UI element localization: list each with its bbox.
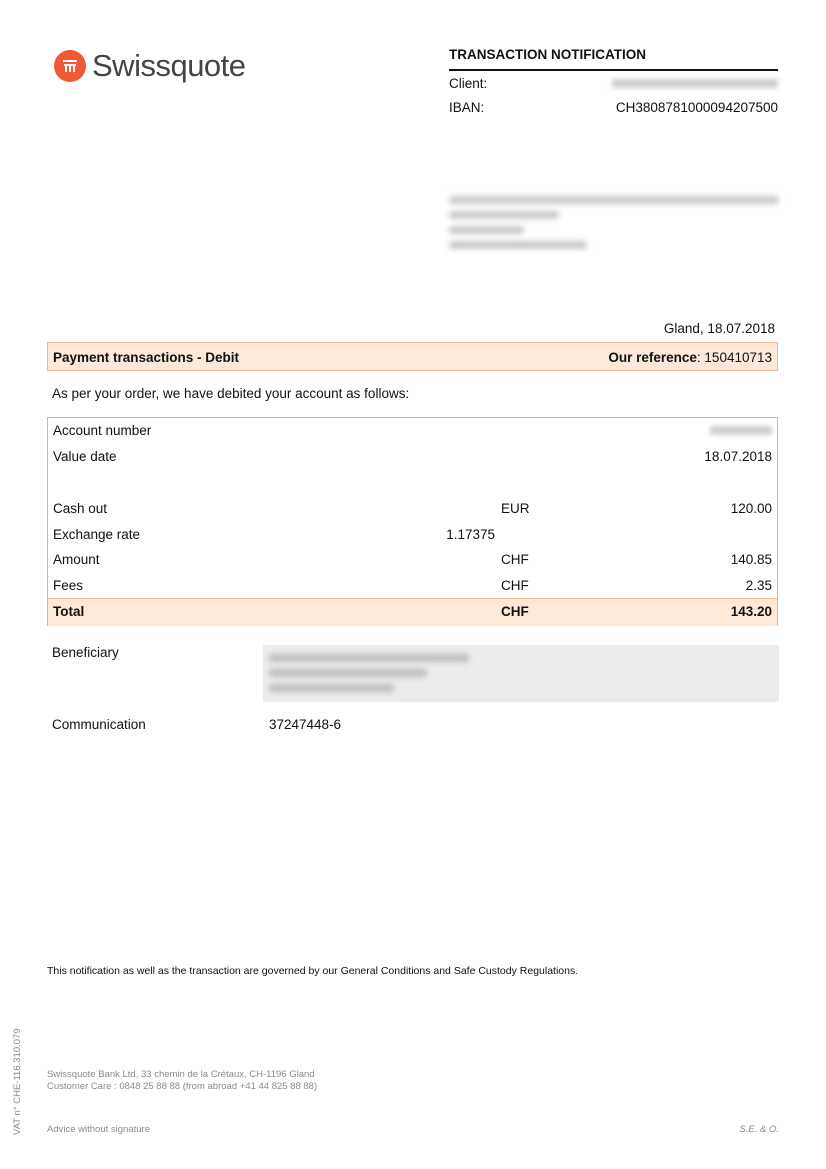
intro-text: As per your order, we have debited your account as follows:: [52, 386, 410, 401]
errors-omissions-note: S.E. & O.: [739, 1124, 779, 1135]
transaction-table: [47, 417, 778, 626]
our-reference-value: : 150410713: [696, 350, 772, 365]
total-row: [48, 598, 777, 626]
communication-value: 37247448-6: [269, 717, 342, 732]
amount-currency: CHF: [501, 552, 529, 567]
iban-label: IBAN:: [449, 100, 485, 115]
total-value: 143.20: [730, 604, 772, 619]
exchange-rate-label: Exchange rate: [53, 527, 141, 542]
iban-value: CH3808781000094207500: [615, 100, 778, 115]
communication-label: Communication: [52, 717, 146, 732]
recipient-address-redacted: [449, 196, 779, 249]
beneficiary-label: Beneficiary: [52, 645, 119, 660]
header-divider: [449, 69, 778, 71]
client-value-redacted: [612, 79, 778, 88]
logo-text: Swissquote: [92, 48, 246, 83]
cash-out-currency: EUR: [501, 501, 530, 516]
value-date-value: 18.07.2018: [704, 449, 772, 464]
payment-type-bar: [47, 342, 778, 371]
fees-value: 2.35: [745, 578, 772, 593]
amount-value: 140.85: [730, 552, 772, 567]
swissquote-logo: [54, 48, 246, 84]
swissquote-bank-icon: [54, 50, 86, 82]
advice-without-signature: Advice without signature: [47, 1124, 150, 1135]
our-reference: [608, 350, 772, 365]
cash-out-value: 120.00: [730, 501, 772, 516]
total-label: Total: [53, 604, 85, 619]
cash-out-label: Cash out: [53, 501, 108, 516]
fees-currency: CHF: [501, 578, 529, 593]
place-and-date: Gland, 18.07.2018: [663, 321, 775, 336]
amount-label: Amount: [53, 552, 100, 567]
client-label: Client:: [449, 76, 488, 91]
fees-label: Fees: [53, 578, 84, 593]
account-number-redacted: [710, 426, 772, 435]
legal-notice: This notification as well as the transaction are governed by our General Conditions and Safe Custody Regulations.: [47, 965, 579, 977]
payment-type-title: Payment transactions - Debit: [53, 350, 240, 365]
total-currency: CHF: [501, 604, 529, 619]
beneficiary-box: [263, 645, 779, 702]
account-number-label: Account number: [53, 423, 152, 438]
vat-number: VAT n° CHE-116.310.079: [12, 1028, 23, 1135]
value-date-label: Value date: [53, 449, 117, 464]
footer-address: Swissquote Bank Ltd, 33 chemin de la Crétaux, CH-1196 Gland: [47, 1069, 315, 1080]
document-title: TRANSACTION NOTIFICATION: [449, 47, 646, 62]
bank-address-footer: [47, 1069, 317, 1093]
footer-customer-care: Customer Care : 0848 25 88 88 (from abroad +41 44 825 88 88): [47, 1081, 318, 1092]
our-reference-label: Our reference: [608, 350, 697, 365]
exchange-rate-value: 1.17375: [446, 527, 495, 542]
